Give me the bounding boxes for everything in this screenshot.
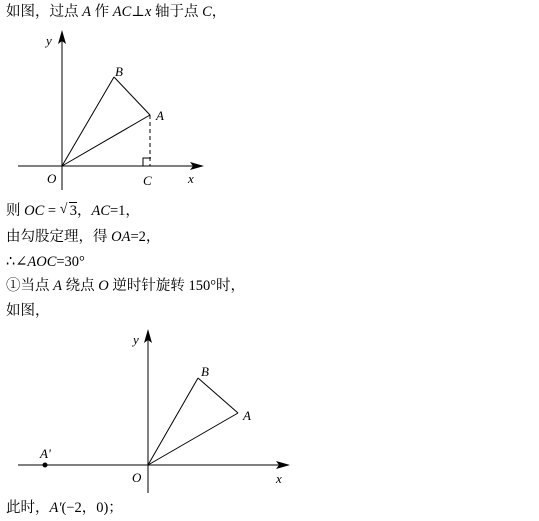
fig2-label-a-prime: A': [40, 446, 51, 461]
fig2-label-y: y: [133, 332, 139, 347]
fig1-label-c: C: [143, 173, 152, 188]
fig1-label-a: A: [156, 108, 164, 123]
point-a: A: [53, 278, 62, 294]
fig1-label-x: x: [188, 171, 194, 186]
perp-symbol: ⊥: [131, 4, 145, 20]
fig1-label-b: B: [115, 64, 123, 79]
angle-aoc: AOC: [27, 254, 57, 270]
fig2-point-a-prime: [43, 463, 48, 468]
fig2-label-o: O: [132, 470, 142, 485]
radicand: 3: [69, 203, 77, 219]
fig1-label-o: O: [47, 171, 57, 186]
fig1-label-y: y: [46, 33, 52, 48]
text-line-5: ①当点 A 绕点 O 逆时针旋转 150°时，: [6, 278, 246, 294]
text-line-4: ∴∠AOC=30°: [6, 254, 85, 270]
sqrt-expression: [60, 202, 77, 220]
point-o: O: [98, 278, 109, 294]
fig2-label-a: A: [243, 408, 251, 423]
text-line-3: 由勾股定理，得 OA=2，: [6, 229, 161, 245]
fig2-label-b: B: [201, 364, 209, 379]
fig2-label-x: x: [276, 471, 282, 486]
fig1-segment-oa: [62, 115, 150, 166]
text-line-6: 如图，: [6, 303, 50, 319]
point-a: A: [82, 4, 91, 20]
fig2-segment-ba: [198, 378, 238, 413]
text-line-2: 则 OC = √ 3，AC=1，: [6, 202, 140, 219]
segment-ac: AC: [112, 4, 132, 20]
text-line-7: 此时，A'(−2，0)；: [6, 500, 123, 516]
point-a-prime: A': [49, 500, 62, 516]
segment-ac: AC: [91, 203, 110, 219]
fig1-segment-ob: [62, 77, 114, 166]
radical-sign: √: [59, 202, 68, 217]
segment-oc: OC: [24, 203, 45, 219]
fig2-segment-oa: [148, 413, 238, 465]
fig1-segment-ba: [114, 77, 150, 115]
fig2-segment-ob: [148, 378, 198, 465]
point-c: C: [202, 4, 212, 20]
text-line-1: 如图，过点 A 作 AC⊥x 轴于点 C，: [6, 4, 227, 20]
segment-oa: OA: [111, 229, 131, 245]
